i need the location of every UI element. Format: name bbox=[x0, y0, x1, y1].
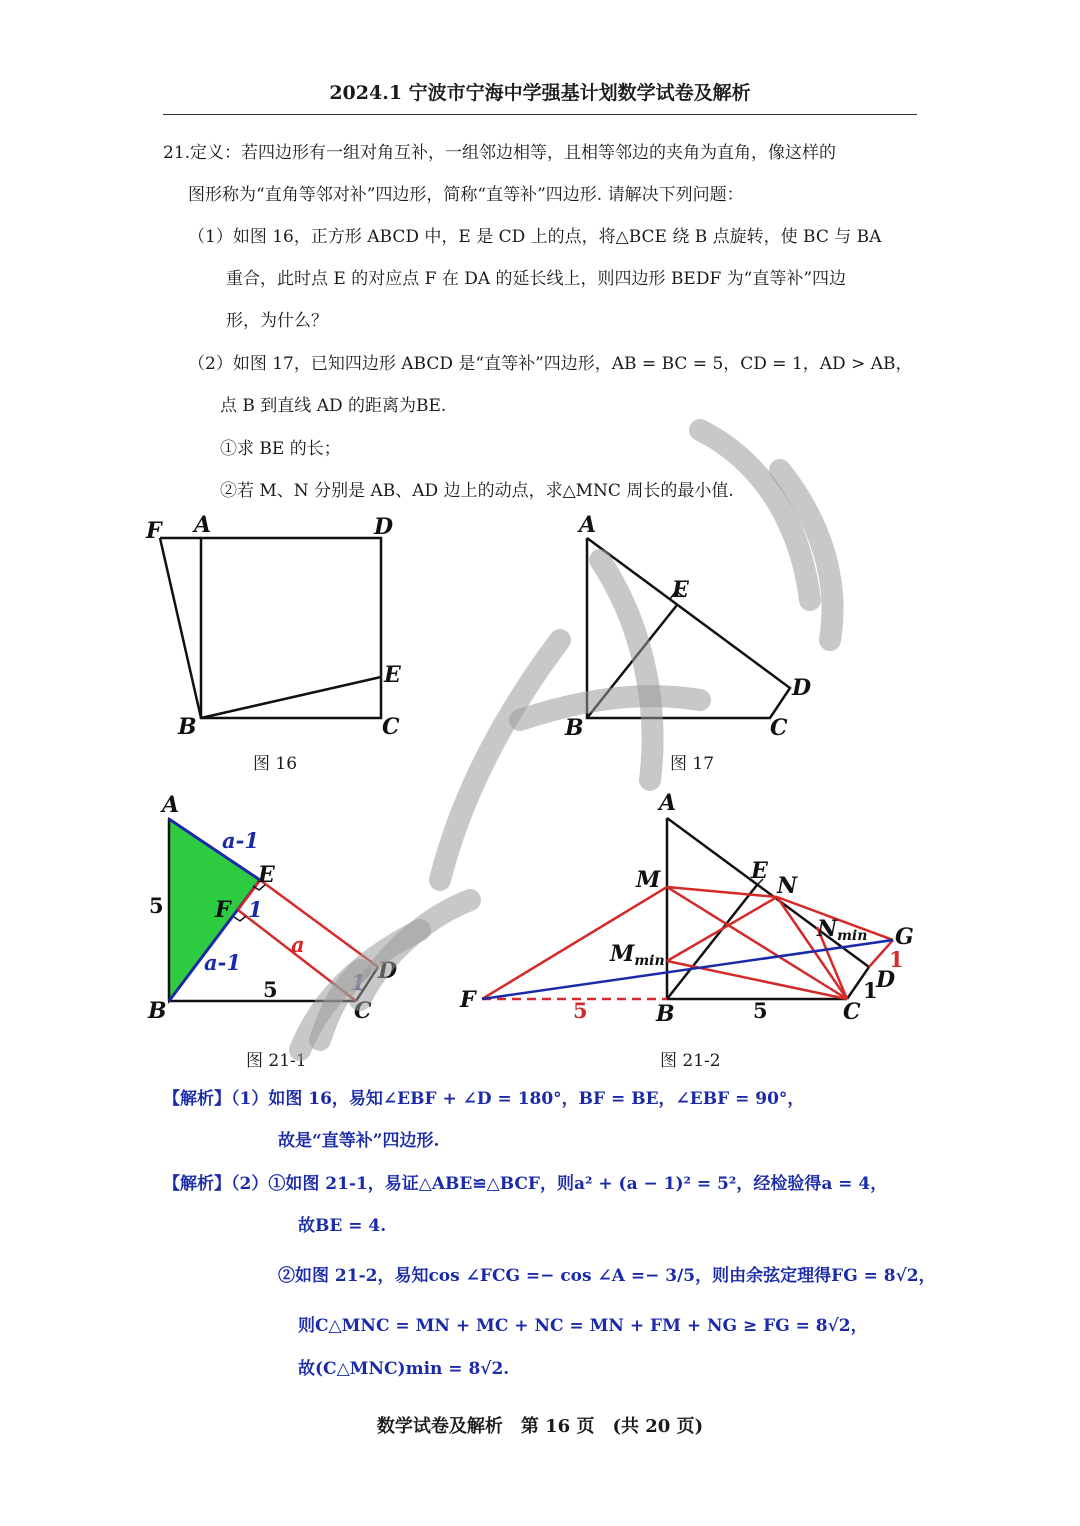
label-f: F bbox=[146, 518, 162, 544]
label-d: D bbox=[876, 967, 896, 993]
problem-line-5: 形，为什么？ bbox=[226, 311, 328, 331]
solution-part1-line1: 【解析】（1）如图 16，易知∠EBF + ∠D = 180°，BF = BE，∠EBF = 90°， bbox=[163, 1089, 805, 1109]
label-five-fb: 5 bbox=[573, 998, 588, 1023]
label-c: C bbox=[354, 998, 372, 1024]
problem-line-7: 点 B 到直线 AD 的距离为BE. bbox=[220, 396, 447, 416]
solution-part2-line2: 故BE = 4. bbox=[298, 1216, 387, 1236]
caption-fig17: 图 17 bbox=[670, 754, 715, 774]
segment-mmin-n bbox=[667, 897, 777, 961]
label-b: B bbox=[178, 714, 197, 740]
solution-part2-line5: 故(C△MNC)min = 8√2. bbox=[298, 1359, 510, 1379]
label-n: N bbox=[777, 873, 798, 899]
solution-part2-line4: 则C△MNC = MN + MC + NC = MN + FM + NG ≥ FG = 8√2， bbox=[298, 1316, 868, 1336]
segment-mmin-c bbox=[667, 961, 847, 999]
problem-line-2: 图形称为“直角等邻对补”四边形，简称“直等补”四边形. 请解决下列问题： bbox=[188, 185, 744, 205]
label-a: A bbox=[194, 512, 212, 538]
figure-16 bbox=[140, 510, 420, 740]
label-one-cd: 1 bbox=[863, 978, 878, 1003]
label-nmin: Nmin bbox=[817, 916, 868, 944]
label-b: B bbox=[565, 715, 584, 741]
label-a: A bbox=[579, 512, 597, 538]
segment-be bbox=[201, 677, 381, 718]
label-c: C bbox=[382, 714, 400, 740]
caption-fig16: 图 16 bbox=[253, 754, 298, 774]
label-e: E bbox=[751, 858, 768, 884]
label-one-dg: 1 bbox=[889, 947, 904, 972]
problem-line-3: （1）如图 16，正方形 ABCD 中，E 是 CD 上的点，将△BCE 绕 B 点旋转，使 BC 与 BA bbox=[188, 227, 882, 247]
segment-ed bbox=[260, 880, 378, 967]
label-a-minus-1-mid: a-1 bbox=[204, 950, 241, 975]
label-d: D bbox=[378, 958, 398, 984]
page-title: 2024.1 宁波市宁海中学强基计划数学试卷及解析 bbox=[329, 82, 751, 104]
caption-fig21-2: 图 21-2 bbox=[660, 1051, 721, 1071]
segment-be bbox=[587, 605, 677, 718]
figure-21-2 bbox=[455, 785, 925, 1030]
label-e: E bbox=[672, 577, 689, 603]
segment-be bbox=[667, 885, 757, 999]
label-a: A bbox=[659, 790, 677, 816]
label-f: F bbox=[460, 987, 476, 1013]
label-a: A bbox=[162, 792, 180, 818]
label-one-cd: 1 bbox=[351, 970, 366, 995]
label-f: F bbox=[215, 897, 231, 923]
solution-part2-line1: 【解析】（2）①如图 21-1，易证△ABE≌△BCF，则a² + (a − 1)² = 5²，经检验得a = 4， bbox=[163, 1174, 888, 1194]
solution-part2-line3: ②如图 21-2，易知cos ∠FCG =− cos ∠A =− 3/5，则由余弦定理得FG = 8√2， bbox=[278, 1266, 936, 1286]
label-five-ab: 5 bbox=[149, 893, 164, 918]
problem-line-9: ②若 M、N 分别是 AB、AD 边上的动点，求△MNC 周长的最小值. bbox=[220, 481, 734, 501]
label-c: C bbox=[770, 715, 788, 741]
label-m: M bbox=[636, 867, 661, 893]
problem-line-8: ①求 BE 的长； bbox=[220, 439, 341, 459]
square-abcd bbox=[201, 538, 381, 718]
label-five-bc: 5 bbox=[263, 977, 278, 1002]
label-e: E bbox=[384, 662, 401, 688]
problem-line-1: 21.定义：若四边形有一组对角互补，一组邻边相等，且相等邻边的夹角为直角，像这样的 bbox=[163, 143, 837, 163]
label-mmin: Mmin bbox=[610, 941, 665, 969]
label-b: B bbox=[656, 1001, 675, 1027]
label-a-minus-1-top: a-1 bbox=[222, 828, 259, 853]
figure-17 bbox=[560, 505, 830, 745]
solution-tag-1: 【解析】 bbox=[163, 1089, 231, 1109]
figure-21-1 bbox=[140, 790, 410, 1030]
label-d: D bbox=[374, 514, 394, 540]
segment-fb bbox=[160, 538, 201, 718]
segment-fm bbox=[482, 887, 667, 999]
segment-mc bbox=[667, 887, 847, 999]
label-one-ef: 1 bbox=[248, 897, 263, 922]
label-a-fd: a bbox=[291, 932, 305, 957]
label-c: C bbox=[843, 999, 861, 1025]
problem-line-4: 重合，此时点 E 的对应点 F 在 DA 的延长线上，则四边形 BEDF 为“直等补”四边 bbox=[226, 269, 847, 289]
solution-part1-line2: 故是“直等补”四边形. bbox=[278, 1131, 440, 1151]
caption-fig21-1: 图 21-1 bbox=[246, 1051, 307, 1071]
page-footer: 数学试卷及解析 第 16 页 (共 20 页) bbox=[376, 1416, 704, 1437]
quadrilateral-abcd bbox=[587, 538, 790, 718]
label-g: G bbox=[895, 924, 914, 950]
solution-tag-2: 【解析】 bbox=[163, 1174, 231, 1194]
problem-line-6: （2）如图 17，已知四边形 ABCD 是“直等补”四边形，AB = BC = 5，CD = 1，AD > AB， bbox=[188, 354, 913, 374]
label-b: B bbox=[148, 998, 167, 1024]
header-divider bbox=[163, 114, 917, 115]
label-five-bc: 5 bbox=[753, 998, 768, 1023]
label-e: E bbox=[258, 862, 275, 888]
label-d: D bbox=[792, 675, 812, 701]
